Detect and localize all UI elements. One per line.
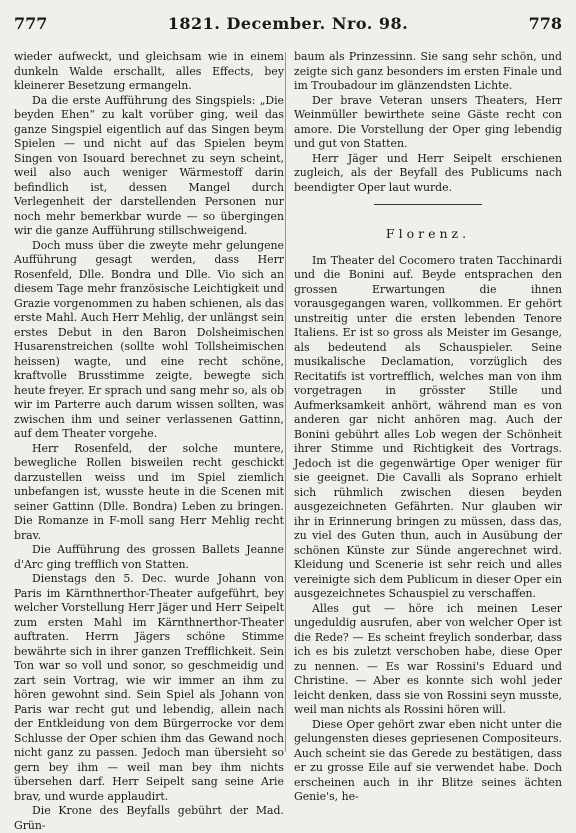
paragraph: Alles gut — höre ich meinen Leser ungeduldig ausrufen, aber von welcher Oper ist die Rede? — Es scheint freylich sonderbar, dass ich es bis zuletzt verschoben habe, diese Oper zu nennen. — Es war Rossini's Eduard und Christine. — Aber es konnte sich wohl jeder leicht denken, dass sie von Rossini seyn musste, weil man nichts als Rossini hören will.: [294, 601, 562, 716]
section-separator: [374, 204, 481, 205]
paragraph: Die Aufführung des grossen Ballets Jeanne d'Arc ging trefflich von Statten.: [14, 543, 284, 571]
page-header: [14, 14, 562, 34]
paragraph: Herr Jäger und Herr Seipelt erschienen zugleich, als der Beyfall des Publicums nach beendigter Oper laut wurde.: [294, 151, 562, 194]
section-heading: Florenz.: [385, 226, 471, 241]
paragraph: Doch muss über die zweyte mehr gelungene Aufführung gesagt werden, dass Herr Rosenfeld, Dlle. Bondra und Dlle. Vio sich an diesem Tage mehr französische Leichtigkeit und Grazie vorgenommen zu haben schienen, als das erste Mahl. Auch Herr Mehlig, der unlängst sein erstes Debut in den Baron Dolsheimischen Husarenstreichen (sollte wohl Tollsheimischen heissen) wagte, und eine recht schöne, kraftvolle Brusstimme zeigte, bewegte sich heute freyer. Er sprach und sang mehr so, als ob wir im Parterre auch darum wissen sollten, was zwischen ihm und seiner verlassenen Gattinn, auf dem Theater vorgehe.: [14, 238, 284, 440]
paragraph: wieder aufweckt, und gleichsam wie in einem dunkeln Walde erschallt, alles Effects, bey kleinerer Besetzung ermangeln.: [14, 50, 284, 92]
page-number-right: 778: [528, 14, 562, 33]
paragraph: Die Krone des Beyfalls gebührt der Mad. Grün-: [14, 804, 284, 832]
paragraph: Diese Oper gehört zwar eben nicht unter die gelungensten dieses gepriesenen Compositeurs. Auch scheint sie das Gerede zu bestätigen, dass er zu grosse Eile auf sie verwendet habe. Doch erscheinen auch in ihr Blitze seines ächten Genie's, he-: [294, 717, 562, 803]
column-divider: [285, 52, 286, 752]
page-number-left: 777: [14, 14, 48, 33]
paragraph: Der brave Veteran unsers Theaters, Herr Weinmüller bewirthete seine Gäste recht con amore. Die Vorstellung der Oper ging lebendig und gut von Statten.: [294, 93, 562, 150]
paragraph: baum als Prinzessinn. Sie sang sehr schön, und zeigte sich ganz besonders im ersten Finale und im Troubadour im glänzendsten Lichte.: [294, 50, 562, 92]
paragraph: Herr Rosenfeld, der solche muntere, bewegliche Rollen bisweilen recht geschickt darzustellen weiss und im Spiel ziemlich unbefangen ist, wusste heute in die Scenen mit seiner Gattinn (Dlle. Bondra) Leben zu bringen. Die Romanze in F-moll sang Herr Mehlig recht brav.: [14, 441, 284, 542]
paragraph: Da die erste Aufführung des Singspiels: „Die beyden Ehen“ zu kalt vorüber ging, weil das ganze Singspiel eigentlich auf das Singen beym Spielen — und nicht auf das Spielen beym Singen von Isouard berechnet zu seyn scheint, weil also auch weniger Wärmestoff darin befindlich ist, dessen Mangel durch Verlegenheit der darstellenden Personen nur noch mehr bemerkbar wurde — so übergingen wir die ganze Aufführung stillschweigend.: [14, 93, 284, 237]
paragraph: Dienstags den 5. Dec. wurde Johann von Paris im Kärnthnerthor-Theater aufgeführt, bey welcher Vorstellung Herr Jäger und Herr Seipelt zum ersten Mahl im Kärnthnerthor-Theater auftraten. Herrn Jägers schöne Stimme bewährte sich in ihrer ganzen Trefflichkeit. Sein Ton war so voll und sonor, so geschmeidig und zart sein Vortrag, wie wir immer an ihm zu hören gewohnt sind. Sein Spiel als Johann von Paris war recht gut und lebendig, allein nach der Entkleidung von dem Bürgerrocke vor dem Schlusse der Oper schien ihm das Gewand noch nicht ganz zu passen. Jedoch man übersieht so gern bey ihm — weil man bey ihm nichts übersehen darf. Herr Seipelt sang seine Arie brav, und wurde applaudirt.: [14, 572, 284, 803]
issue-date-title: 1821. December. Nro. 98.: [167, 14, 409, 33]
right-column: [294, 50, 562, 805]
paragraph: Im Theater del Cocomero traten Tacchinardi und die Bonini auf. Beyde entsprachen den grossen Erwartungen die ihnen vorausgegangen waren, vollkommen. Er gehört unstreitig unter die ersten lebenden Tenore Italiens. Er ist so gross als Meister im Gesange, als bedeutend als Schauspieler. Seine musikalische Declamation, vorzüglich des Recitatifs ist vortrefflich, welches man von ihm vorgetragen in grösster Stille und Aufmerksamkeit anhört, während man es von anderen gar nicht anhören mag. Auch der Bonini gebührt alles Lob wegen der Schönheit ihrer Stimme und Richtigkeit des Vortrags. Jedoch ist die gegenwärtige Oper weniger für sie geeignet. Die Cavalli als Soprano erhielt sich rühmlich zwischen diesen beyden ausgezeichneten Gefährten. Nur glauben wir ihr in Erinnerung bringen zu müssen, dass das, zu viel des Guten thun, auch in Ausübung der schönen Künste zur Sünde angerechnet wird. Kleidung und Scenerie ist sehr reich und alles vereinigte sich dem Publicum in dieser Oper ein ausgezeichnetes Schauspiel zu verschaffen.: [294, 253, 562, 600]
left-column: [14, 50, 284, 833]
